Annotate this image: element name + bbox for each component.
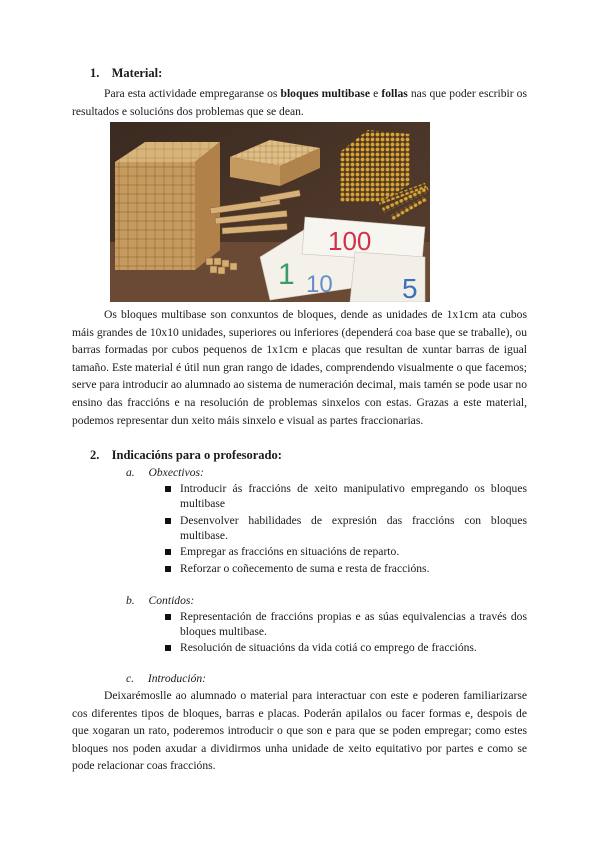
section-1-number: 1. — [90, 66, 100, 80]
content-item: Representación de fraccións propias e as súas equivalencias a través dos bloques multibase. — [180, 610, 527, 638]
intro-bold-follas: follas — [381, 87, 408, 100]
intro-text-3: nas que poder escribir os resultados e solucións dos problemas que se dean. — [72, 87, 527, 118]
intro-bold-multibase: bloques multibase — [280, 87, 370, 100]
section-1-title: Material: — [111, 66, 163, 80]
bullet-marker — [165, 614, 171, 620]
objective-item: Empregar as fraccións en situacións de reparto. — [180, 545, 400, 558]
objective-item: Reforzar o coñecemento de suma e resta de fraccións. — [180, 562, 430, 575]
subsection-b-label: b. — [126, 594, 135, 607]
subsection-a-label: a. — [126, 466, 135, 479]
content-item: Resolución de situacións da vida cotiá co emprego de fraccións. — [180, 641, 477, 654]
bullet-marker — [165, 645, 171, 651]
card-10: 10 — [306, 271, 333, 298]
subsection-b-title: Contidos: — [148, 594, 195, 607]
card-100: 100 — [328, 226, 372, 256]
objective-item: Desenvolver habilidades de expresión das fraccións con bloques multibase. — [180, 514, 527, 542]
card-5: 5 — [402, 273, 418, 302]
multibase-description-paragraph: Os bloques multibase son conxuntos de bloques, dende as unidades de 1x1cm ata cubos máis grandes de 10x10 unidades, superiores ou inferiores (dependerá coa base que se traballe), ou barras formadas por cubos pequenos de 1x1cm e placas que resultan de xuntar barras de igual tamaño. Este material é útil nun gran rango de idades, comprendendo visualmente o que facemos; serve para introducir ao alumnado ao sistema de numeración decimal, mais tamén se pode usar no ensino das fraccións e na resolución de problemas sinxelos con estas. Grazas a este material, podemos representar dun xeito máis sinxelo e visual as partes fraccionarias. — [72, 308, 527, 427]
section-2-title: Indicacións para o profesorado: — [111, 448, 282, 462]
subsection-c-heading — [126, 672, 206, 685]
subsection-a-title: Obxectivos: — [148, 466, 204, 479]
introduction-paragraph: Deixarémoslle ao alumnado o material para interactuar con este e poderen familiarizarse cos diferentes tipos de bloques, barras e placas. Poderán apilalos ou facer formas e, despois de que xogaran un rato, poderemos introducir o que son e para que se poden empregar; como estes bloques nos poden axudar a dividirmos unha unidade de xeito equitativo por partes e como se pode relacionar coas fraccións. — [72, 689, 527, 773]
subsection-c-label: c. — [126, 672, 135, 685]
intro-text-2: e — [369, 87, 382, 100]
card-1: 1 — [278, 258, 295, 291]
intro-text-1: Para esta actividade empregaranse os — [104, 87, 281, 100]
section-2-number: 2. — [90, 448, 100, 462]
subsection-c-title: Introdución: — [147, 672, 207, 685]
objective-item: Introducir ás fraccións de xeito manipulativo empregando os bloques multibase — [180, 482, 527, 510]
